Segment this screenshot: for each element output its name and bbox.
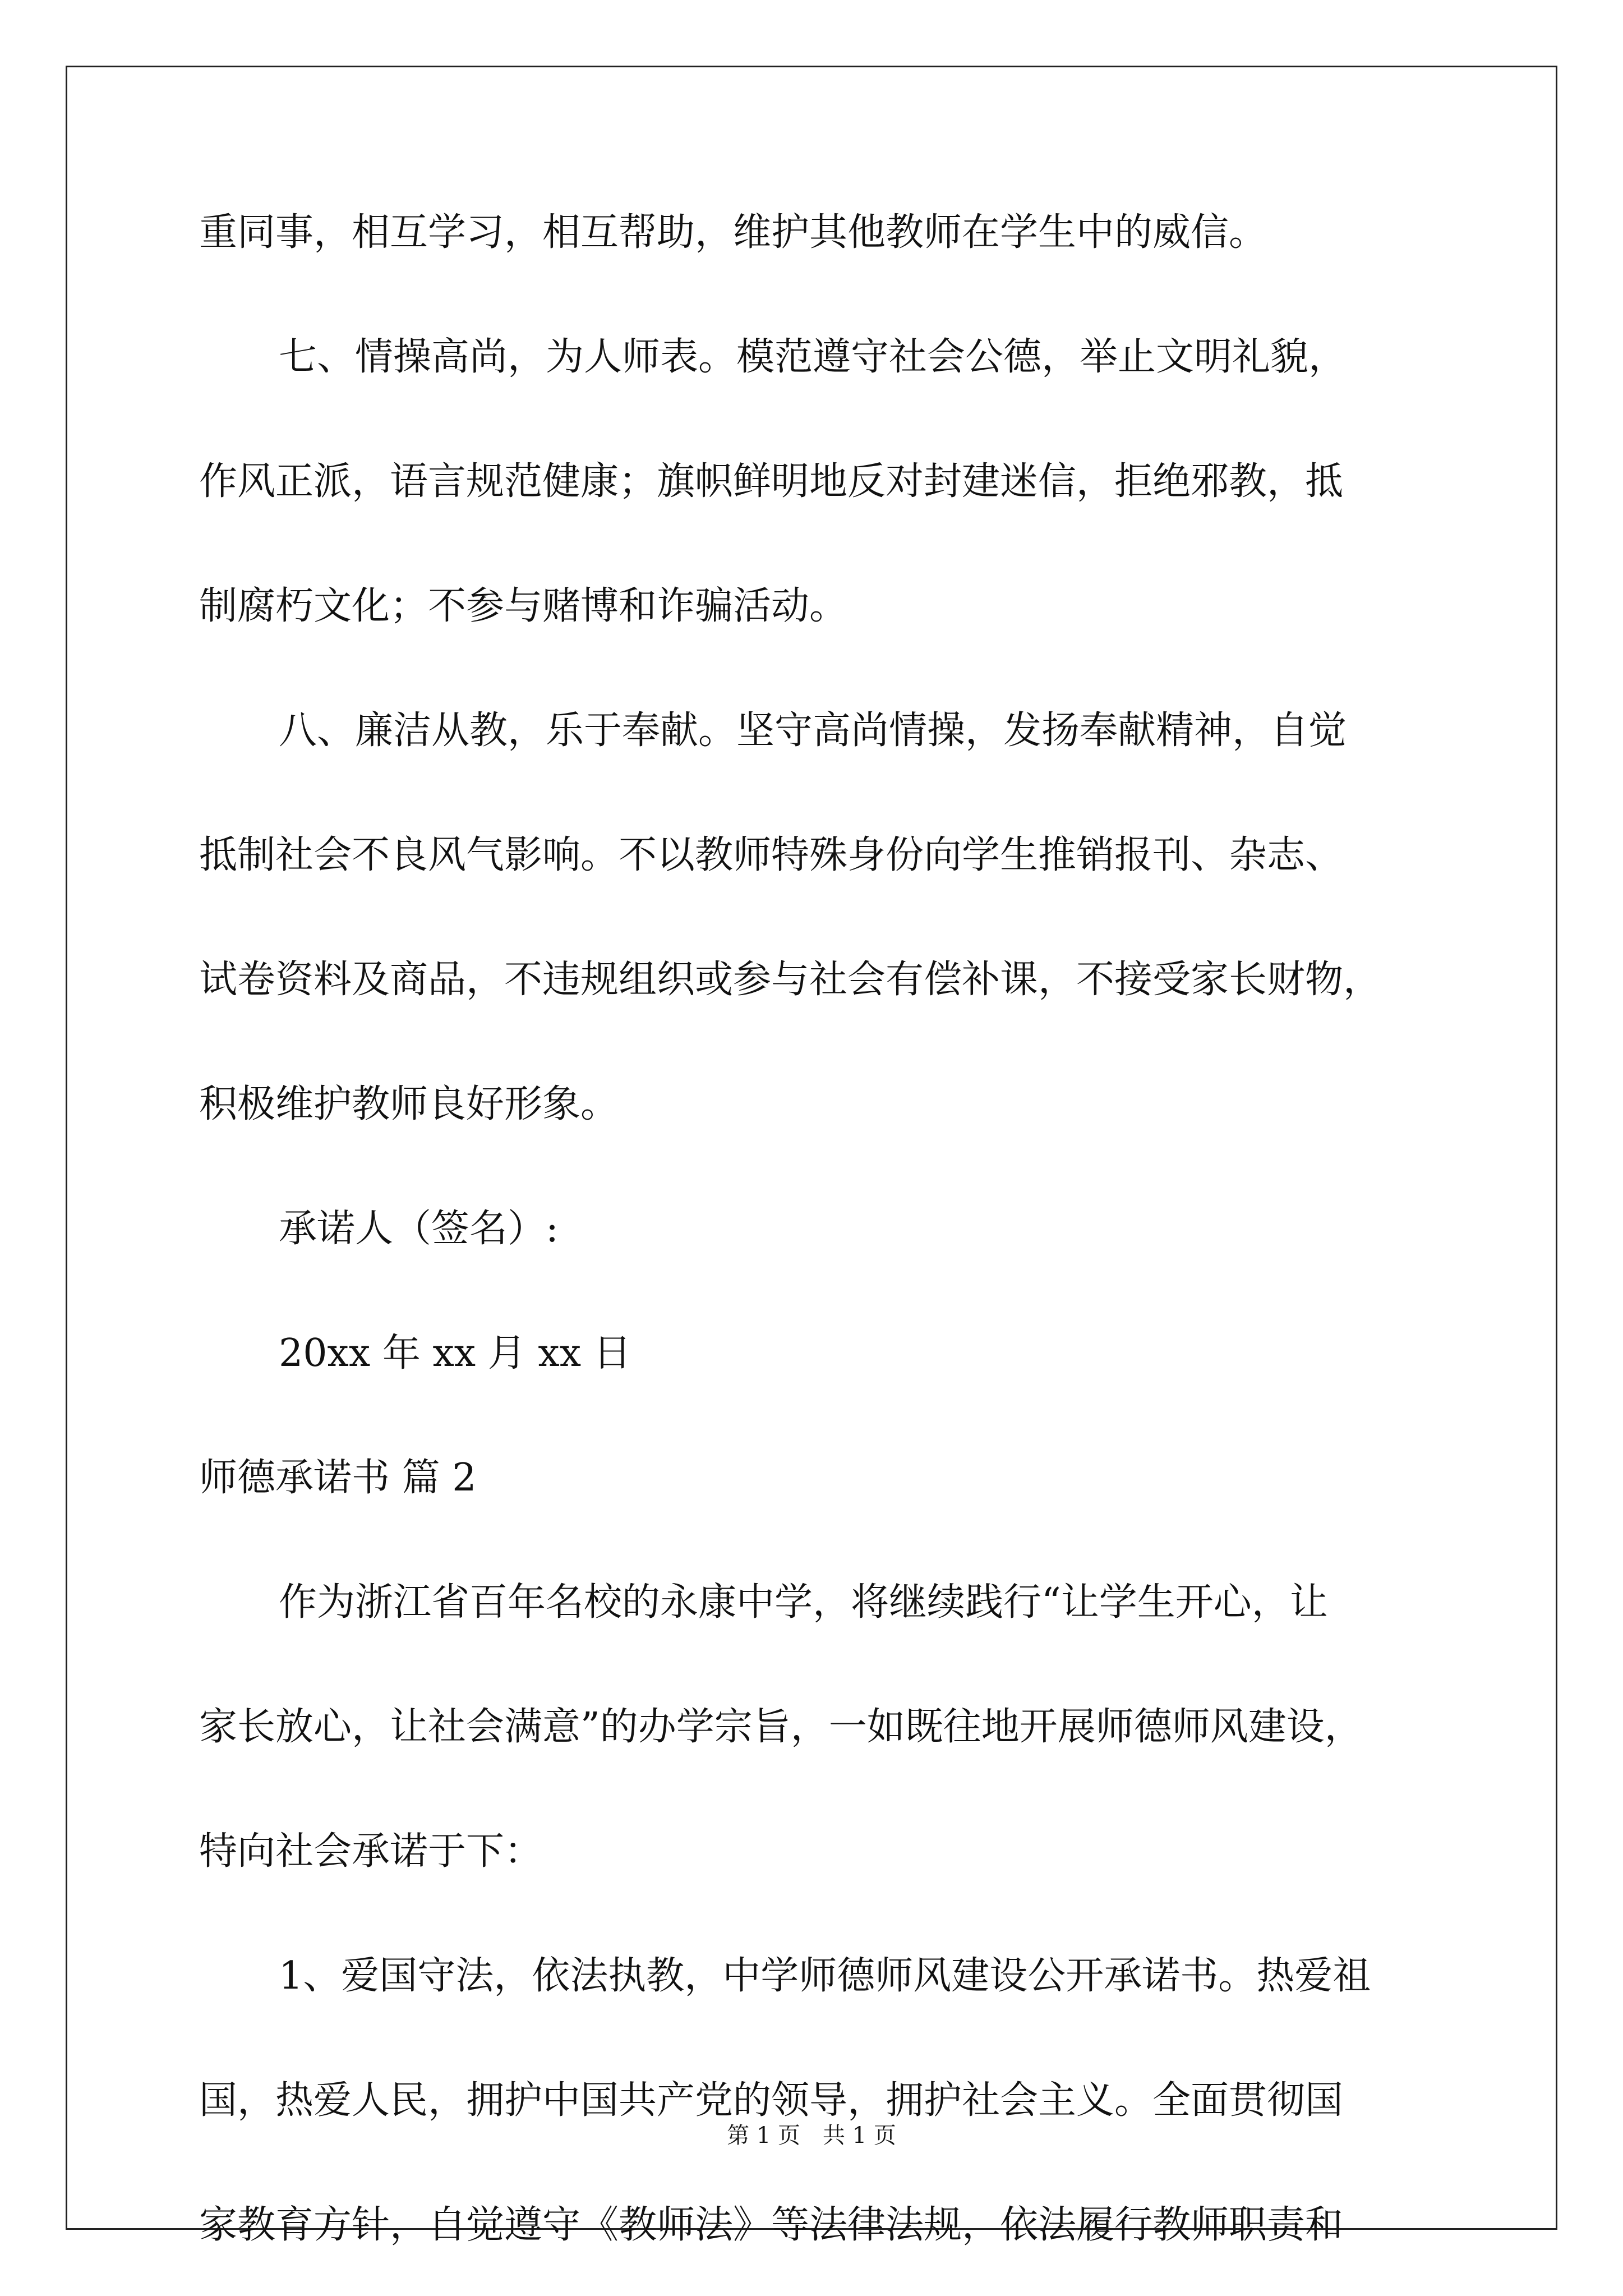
text-line: 作风正派，语言规范健康；旗帜鲜明地反对封建迷信，拒绝邪教，抵 <box>199 459 1344 504</box>
page-frame <box>66 66 1557 2230</box>
paragraph-start-line: 1、爱国守法，依法执教，中学师德师风建设公开承诺书。热爱祖 <box>279 1954 1371 1998</box>
text-line: 抵制社会不良风气影响。不以教师特殊身份向学生推销报刊、杂志、 <box>199 833 1344 877</box>
page-footer <box>0 2122 1623 2150</box>
signature-label: 承诺人（签名）: <box>279 1207 559 1251</box>
text-line: 试卷资料及商品，不违规组织或参与社会有偿补课，不接受家长财物， <box>199 958 1382 1002</box>
text-line: 重同事，相互学习，相互帮助，维护其他教师在学生中的威信。 <box>199 210 1267 255</box>
text-line: 家教育方针，自觉遵守《教师法》等法律法规，依法履行教师职责和 <box>199 2203 1344 2247</box>
paragraph-start-line: 作为浙江省百年名校的永康中学，将继续践行“让学生开心，让 <box>279 1580 1328 1625</box>
text-line: 家长放心，让社会满意”的办学宗旨，一如既往地开展师德师风建设， <box>199 1705 1363 1749</box>
text-line: 制腐朽文化；不参与赌博和诈骗活动。 <box>199 584 848 628</box>
section-heading: 师德承诺书 篇 2 <box>199 1456 477 1500</box>
page-total: 共 1 页 <box>823 2123 896 2148</box>
text-line: 国，热爱人民，拥护中国共产党的领导，拥护社会主义。全面贯彻国 <box>199 2078 1344 2123</box>
paragraph-start-line: 八、廉洁从教，乐于奉献。坚守高尚情操，发扬奉献精神，自觉 <box>279 708 1347 753</box>
date-line: 20xx 年 xx 月 xx 日 <box>279 1331 631 1375</box>
text-line: 特向社会承诺于下： <box>199 1829 543 1874</box>
page-number: 第 1 页 <box>727 2123 800 2148</box>
paragraph-start-line: 七、情操高尚，为人师表。模范遵守社会公德，举止文明礼貌， <box>279 335 1347 379</box>
text-line: 积极维护教师良好形象。 <box>199 1082 619 1126</box>
